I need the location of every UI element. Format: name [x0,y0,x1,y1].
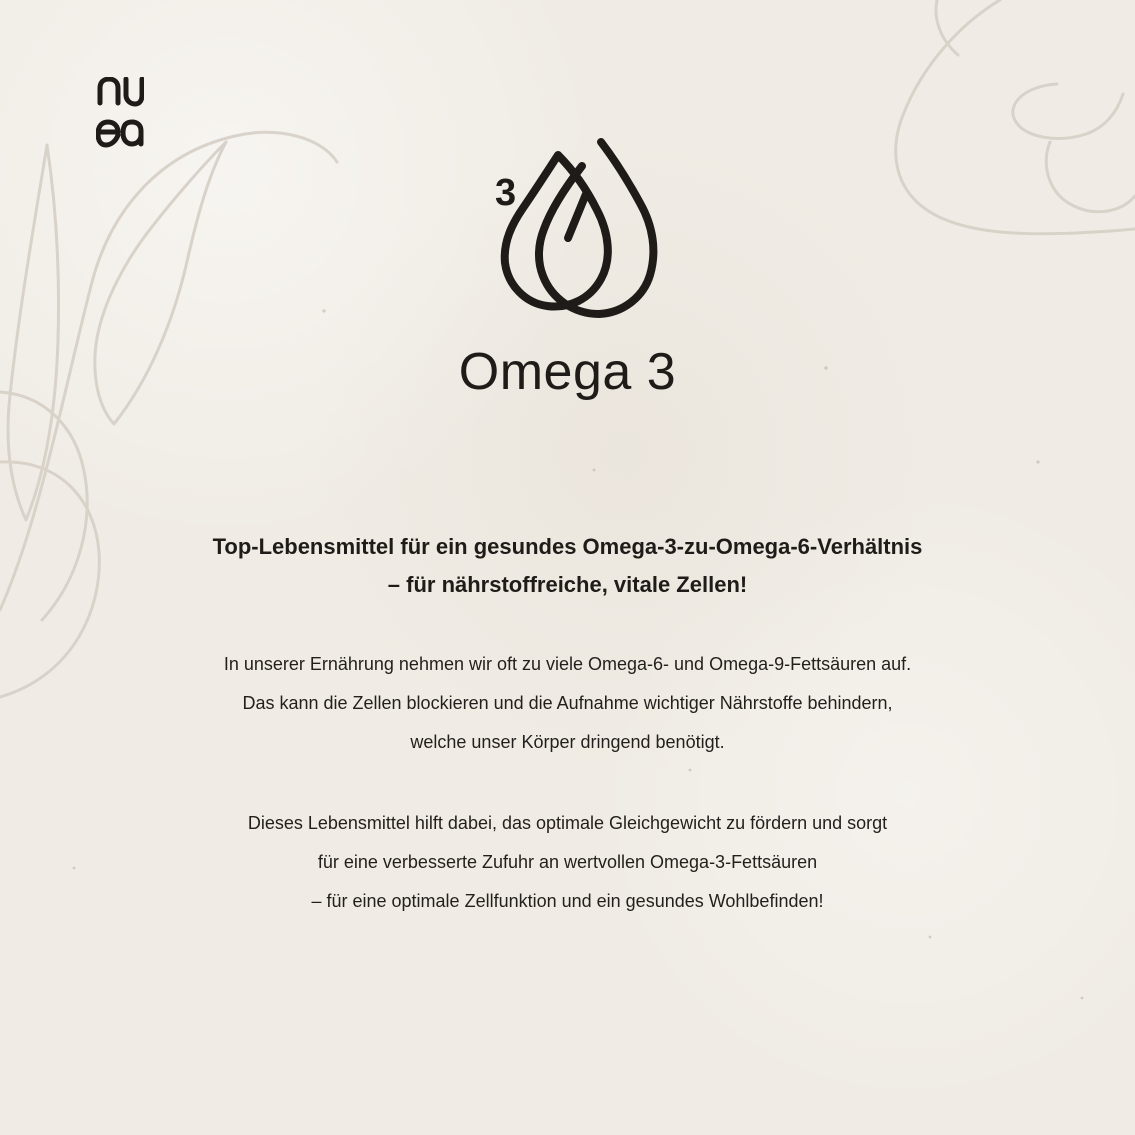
paragraph-2-line-1: Dieses Lebensmittel hilft dabei, das optimale Gleichgewicht zu fördern und sorgt [247,813,888,833]
paragraph-1-line-1: In unserer Ernährung nehmen wir oft zu viele Omega-6- und Omega-9-Fettsäuren auf. [223,654,912,674]
headline-line-1: Top-Lebensmittel für ein gesundes Omega-3-zu-Omega-6-Verhältnis [212,534,923,559]
paragraph-2-line-2: für eine verbesserte Zufuhr an wertvollen Omega-3-Fettsäuren [317,852,818,872]
drop-highlight-icon [568,194,586,238]
brand-logo [96,77,144,149]
omega-title: Omega 3 [458,343,677,401]
paragraph-2-line-3: – für eine optimale Zellfunktion und ein gesundes Wohlbefinden! [311,891,824,911]
brand-logo-mark [96,77,144,149]
omega-superscript-number: 3 [495,172,517,214]
body-paragraph-2 [150,804,985,921]
main-headline [140,528,995,604]
headline-line-2: – für nährstoffreiche, vitale Zellen! [387,572,748,597]
paragraph-1-line-3: welche unser Körper dringend benötigt. [410,732,725,752]
front-drop-icon [505,155,608,307]
body-paragraph-1 [150,645,985,762]
omega-3-drop-graphic [485,112,665,322]
paragraph-1-line-2: Das kann die Zellen blockieren und die Aufnahme wichtiger Nährstoffe behindern, [242,693,893,713]
omega-3-drop-icon [485,112,665,322]
